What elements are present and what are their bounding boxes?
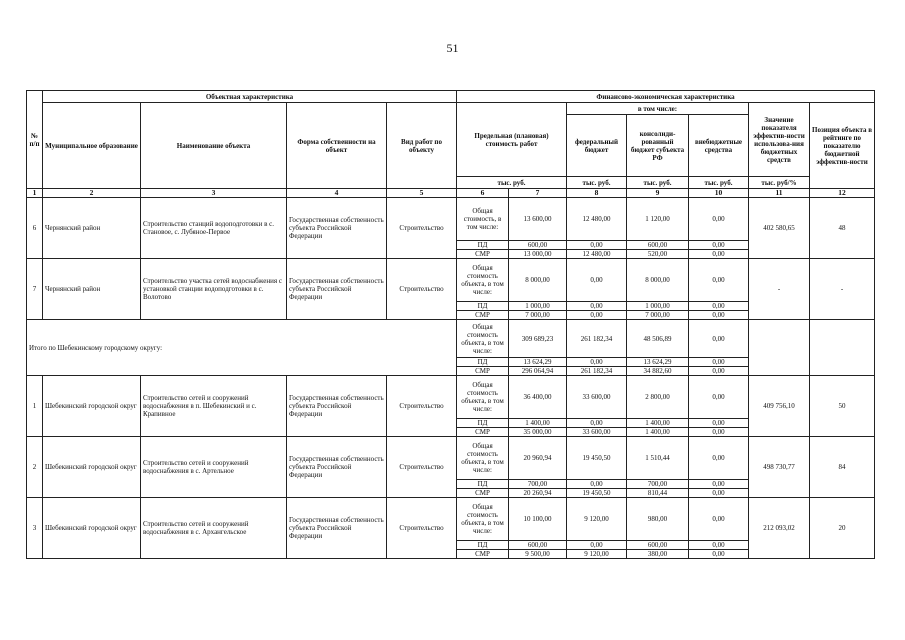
cost-pd-value: 1 400,00 bbox=[627, 419, 689, 428]
cost-total-value: 0,00 bbox=[689, 437, 749, 480]
subtotal-pd-value: 13 624,29 bbox=[627, 358, 689, 367]
cost-label-pd: ПД bbox=[457, 419, 509, 428]
subtotal-rank bbox=[810, 320, 875, 376]
cost-label-smr: СМР bbox=[457, 489, 509, 498]
cost-pd-value: 0,00 bbox=[567, 302, 627, 311]
page-number: 51 bbox=[446, 41, 459, 55]
cost-smr-value: 33 600,00 bbox=[567, 428, 627, 437]
row-rank: 48 bbox=[810, 198, 875, 259]
cost-pd-value: 700,00 bbox=[627, 480, 689, 489]
row-indicator: 498 730,77 bbox=[749, 437, 810, 498]
row-indicator: 212 093,02 bbox=[749, 498, 810, 559]
cost-label-pd: ПД bbox=[457, 241, 509, 250]
header-extrabudget: внебюджетные средства bbox=[689, 115, 749, 177]
row-ownership: Государственная собственность субъекта Российской Федерации bbox=[287, 376, 387, 437]
cost-smr-value: 7 000,00 bbox=[509, 311, 567, 320]
header-including: в том числе: bbox=[567, 103, 749, 115]
subtotal-smr-value: 261 182,34 bbox=[567, 367, 627, 376]
row-rank: - bbox=[810, 259, 875, 320]
cost-total-value: 19 450,50 bbox=[567, 437, 627, 480]
cost-smr-value: 7 000,00 bbox=[627, 311, 689, 320]
row-indicator: - bbox=[749, 259, 810, 320]
subtotal-pd-value: 13 624,29 bbox=[509, 358, 567, 367]
cost-total-value: 13 600,00 bbox=[509, 198, 567, 241]
cost-pd-value: 600,00 bbox=[509, 241, 567, 250]
cost-total-value: 36 400,00 bbox=[509, 376, 567, 419]
row-work-type: Строительство bbox=[387, 498, 457, 559]
row-work-type: Строительство bbox=[387, 259, 457, 320]
cost-pd-value: 600,00 bbox=[627, 241, 689, 250]
header-indicator: Значение показателя эффектив-ности использова-ния бюджетных средств bbox=[749, 103, 810, 177]
cost-smr-value: 0,00 bbox=[567, 311, 627, 320]
row-indicator: 409 756,10 bbox=[749, 376, 810, 437]
cost-label-pd: ПД bbox=[457, 358, 509, 367]
cost-label-smr: СМР bbox=[457, 250, 509, 259]
cost-smr-value: 0,00 bbox=[689, 428, 749, 437]
header-num: № п/п bbox=[27, 91, 43, 189]
cost-pd-value: 0,00 bbox=[689, 541, 749, 550]
cost-pd-value: 600,00 bbox=[627, 541, 689, 550]
cost-label-pd: ПД bbox=[457, 541, 509, 550]
cost-label-smr: СМР bbox=[457, 428, 509, 437]
column-number: 10 bbox=[689, 189, 749, 198]
column-number: 1 bbox=[27, 189, 43, 198]
cost-label-pd: ПД bbox=[457, 302, 509, 311]
row-rank: 20 bbox=[810, 498, 875, 559]
cost-pd-value: 0,00 bbox=[567, 241, 627, 250]
row-number: 1 bbox=[27, 376, 43, 437]
column-number: 4 bbox=[287, 189, 387, 198]
cost-total-value: 1 510,44 bbox=[627, 437, 689, 480]
cost-label-smr: СМР bbox=[457, 550, 509, 559]
cost-label-smr: СМР bbox=[457, 367, 509, 376]
cost-total-value: 0,00 bbox=[689, 376, 749, 419]
cost-total-value: 12 480,00 bbox=[567, 198, 627, 241]
column-number: 8 bbox=[567, 189, 627, 198]
header-object-name: Наименование объекта bbox=[141, 103, 287, 189]
row-rank: 84 bbox=[810, 437, 875, 498]
cost-smr-value: 0,00 bbox=[689, 311, 749, 320]
subtotal-label: Итого по Шебекинскому городскому округу: bbox=[27, 320, 457, 376]
row-rank: 50 bbox=[810, 376, 875, 437]
header-rank: Позиция объекта в рейтинге по показателю бюджетной эффектив-ности bbox=[810, 103, 875, 189]
unit-consolidated: тыс. руб. bbox=[627, 177, 689, 189]
cost-label-total: Общая стоимость, в том числе: bbox=[457, 198, 509, 241]
cost-smr-value: 9 500,00 bbox=[509, 550, 567, 559]
cost-pd-value: 0,00 bbox=[689, 419, 749, 428]
subtotal-smr-value: 0,00 bbox=[689, 367, 749, 376]
row-work-type: Строительство bbox=[387, 437, 457, 498]
cost-total-value: 0,00 bbox=[689, 198, 749, 241]
cost-smr-value: 35 000,00 bbox=[509, 428, 567, 437]
row-municipality: Чернянский район bbox=[43, 259, 141, 320]
column-number: 7 bbox=[509, 189, 567, 198]
table-row bbox=[27, 198, 875, 241]
row-number: 3 bbox=[27, 498, 43, 559]
subtotal-indicator bbox=[749, 320, 810, 376]
header-municipality: Муниципальное образование bbox=[43, 103, 141, 189]
unit-federal: тыс. руб. bbox=[567, 177, 627, 189]
cost-smr-value: 810,44 bbox=[627, 489, 689, 498]
row-object-name: Строительство станций водоподготовки в с. Становое, с. Лубяное-Первое bbox=[141, 198, 287, 259]
cost-total-value: 20 960,94 bbox=[509, 437, 567, 480]
column-number: 3 bbox=[141, 189, 287, 198]
cost-label-total: Общая стоимость объекта, в том числе: bbox=[457, 320, 509, 358]
cost-total-value: 10 100,00 bbox=[509, 498, 567, 541]
row-ownership: Государственная собственность субъекта Российской Федерации bbox=[287, 437, 387, 498]
header-ownership: Форма собственности на объект bbox=[287, 103, 387, 189]
column-number: 6 bbox=[457, 189, 509, 198]
cost-smr-value: 0,00 bbox=[689, 550, 749, 559]
cost-smr-value: 0,00 bbox=[689, 489, 749, 498]
cost-total-value: 2 800,00 bbox=[627, 376, 689, 419]
cost-total-value: 8 000,00 bbox=[627, 259, 689, 302]
header-fin-char: Финансово-экономическая характеристика bbox=[457, 91, 875, 103]
cost-total-value: 980,00 bbox=[627, 498, 689, 541]
cost-pd-value: 0,00 bbox=[689, 241, 749, 250]
cost-smr-value: 520,00 bbox=[627, 250, 689, 259]
header-planned-cost: Предельная (плановая) стоимость работ bbox=[457, 103, 567, 177]
row-object-name: Строительство сетей и сооружений водоснабжения в п. Шебекинский и с. Крапивное bbox=[141, 376, 287, 437]
cost-total-value: 0,00 bbox=[567, 259, 627, 302]
cost-smr-value: 1 400,00 bbox=[627, 428, 689, 437]
row-number: 2 bbox=[27, 437, 43, 498]
row-municipality: Шебекинский городской округ bbox=[43, 498, 141, 559]
subtotal-total-value: 0,00 bbox=[689, 320, 749, 358]
cost-smr-value: 12 480,00 bbox=[567, 250, 627, 259]
unit-planned: тыс. руб. bbox=[457, 177, 567, 189]
header-work-type: Вид работ по объекту bbox=[387, 103, 457, 189]
row-municipality: Шебекинский городской округ bbox=[43, 437, 141, 498]
cost-pd-value: 0,00 bbox=[567, 419, 627, 428]
cost-pd-value: 700,00 bbox=[509, 480, 567, 489]
cost-smr-value: 13 000,00 bbox=[509, 250, 567, 259]
subtotal-total-value: 261 182,34 bbox=[567, 320, 627, 358]
cost-total-value: 0,00 bbox=[689, 498, 749, 541]
table-row bbox=[27, 376, 875, 419]
cost-smr-value: 9 120,00 bbox=[567, 550, 627, 559]
cost-pd-value: 0,00 bbox=[689, 302, 749, 311]
unit-indicator: тыс. руб/% bbox=[749, 177, 810, 189]
row-object-name: Строительство сетей и сооружений водоснабжения в с. Архангельское bbox=[141, 498, 287, 559]
cost-pd-value: 0,00 bbox=[689, 480, 749, 489]
cost-total-value: 1 120,00 bbox=[627, 198, 689, 241]
investment-objects-table bbox=[26, 90, 875, 559]
cost-label-pd: ПД bbox=[457, 480, 509, 489]
row-indicator: 402 580,65 bbox=[749, 198, 810, 259]
row-ownership: Государственная собственность субъекта Российской Федерации bbox=[287, 198, 387, 259]
row-number: 6 bbox=[27, 198, 43, 259]
row-ownership: Государственная собственность субъекта Российской Федерации bbox=[287, 498, 387, 559]
column-number: 9 bbox=[627, 189, 689, 198]
subtotal-pd-value: 0,00 bbox=[567, 358, 627, 367]
row-work-type: Строительство bbox=[387, 198, 457, 259]
cost-pd-value: 0,00 bbox=[567, 541, 627, 550]
column-number: 5 bbox=[387, 189, 457, 198]
column-number: 12 bbox=[810, 189, 875, 198]
cost-total-value: 0,00 bbox=[689, 259, 749, 302]
cost-smr-value: 0,00 bbox=[689, 250, 749, 259]
subtotal-smr-value: 296 064,94 bbox=[509, 367, 567, 376]
column-number: 2 bbox=[43, 189, 141, 198]
cost-label-total: Общая стоимость объекта, в том числе: bbox=[457, 259, 509, 302]
row-object-name: Строительство участка сетей водоснабжения с установкой станции водоподготовки в с. Волотово bbox=[141, 259, 287, 320]
cost-pd-value: 1 400,00 bbox=[509, 419, 567, 428]
header-federal: федеральный бюджет bbox=[567, 115, 627, 177]
unit-extrabudget: тыс. руб. bbox=[689, 177, 749, 189]
subtotal-row bbox=[27, 320, 875, 358]
cost-smr-value: 380,00 bbox=[627, 550, 689, 559]
subtotal-smr-value: 34 882,60 bbox=[627, 367, 689, 376]
cost-smr-value: 19 450,50 bbox=[567, 489, 627, 498]
cost-pd-value: 1 000,00 bbox=[509, 302, 567, 311]
subtotal-total-value: 48 506,89 bbox=[627, 320, 689, 358]
table-row bbox=[27, 498, 875, 541]
cost-total-value: 33 600,00 bbox=[567, 376, 627, 419]
cost-label-total: Общая стоимость объекта, в том числе: bbox=[457, 437, 509, 480]
column-number: 11 bbox=[749, 189, 810, 198]
subtotal-pd-value: 0,00 bbox=[689, 358, 749, 367]
row-ownership: Государственная собственность субъекта Российской Федерации bbox=[287, 259, 387, 320]
header-object-char: Объектная характеристика bbox=[43, 91, 457, 103]
cost-label-total: Общая стоимость объекта, в том числе: bbox=[457, 376, 509, 419]
cost-pd-value: 600,00 bbox=[509, 541, 567, 550]
row-municipality: Чернянский район bbox=[43, 198, 141, 259]
row-object-name: Строительство сетей и сооружений водоснабжения в с. Артельное bbox=[141, 437, 287, 498]
table-row bbox=[27, 437, 875, 480]
table-row bbox=[27, 259, 875, 302]
subtotal-total-value: 309 689,23 bbox=[509, 320, 567, 358]
cost-total-value: 8 000,00 bbox=[509, 259, 567, 302]
cost-total-value: 9 120,00 bbox=[567, 498, 627, 541]
cost-smr-value: 20 260,94 bbox=[509, 489, 567, 498]
cost-label-smr: СМР bbox=[457, 311, 509, 320]
row-number: 7 bbox=[27, 259, 43, 320]
cost-pd-value: 0,00 bbox=[567, 480, 627, 489]
cost-pd-value: 1 000,00 bbox=[627, 302, 689, 311]
row-municipality: Шебекинский городской округ bbox=[43, 376, 141, 437]
cost-label-total: Общая стоимость объекта, в том числе: bbox=[457, 498, 509, 541]
header-consolidated: консолиди-рованный бюджет субъекта РФ bbox=[627, 115, 689, 177]
row-work-type: Строительство bbox=[387, 376, 457, 437]
